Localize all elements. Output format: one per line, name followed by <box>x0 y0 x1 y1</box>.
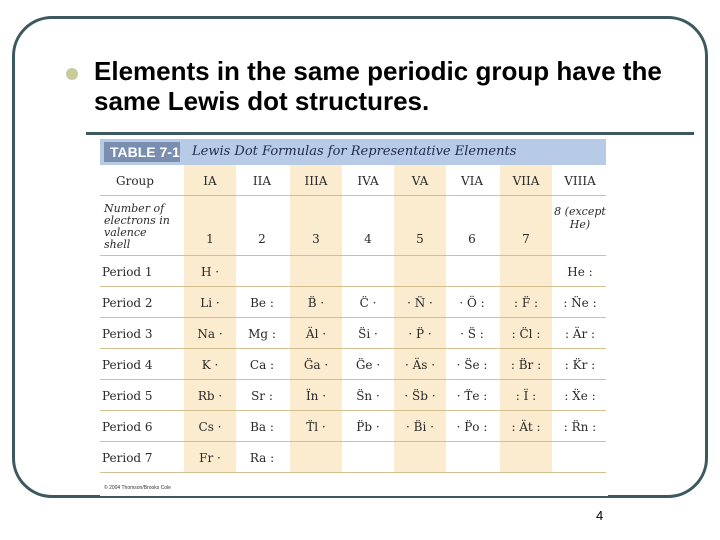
valence-count: 7 <box>522 232 530 246</box>
valence-count: 5 <box>416 232 424 246</box>
group-header-iia: IIA <box>252 174 272 188</box>
lewis-symbol-cell: · P̈o : <box>456 420 488 434</box>
table-title-bar <box>100 139 606 165</box>
lewis-symbol-cell: Sr : <box>251 389 273 403</box>
period-label: Period 4 <box>102 358 153 372</box>
row-divider <box>100 472 606 473</box>
lewis-symbol-cell: : K̈r : <box>564 358 596 372</box>
lewis-symbol-cell: Ïn · <box>305 389 327 403</box>
lewis-symbol-cell: · S̈b · <box>404 389 436 403</box>
row-divider <box>100 255 606 256</box>
lewis-symbol-cell: Be : <box>250 296 274 310</box>
row-divider <box>100 195 606 196</box>
lewis-symbol-cell: G̈a · <box>303 358 329 372</box>
table-title: Lewis Dot Formulas for Representative Elements <box>192 144 517 159</box>
lewis-symbol-cell: S̈i · <box>358 327 378 341</box>
table-tag: TABLE 7-1 <box>104 142 180 162</box>
period-label: Period 3 <box>102 327 153 341</box>
lewis-symbol-cell: · T̈e : <box>456 389 488 403</box>
valence-label: Number of electrons in valence shell <box>104 202 170 251</box>
lewis-symbol-cell: · N̈ · <box>407 296 433 310</box>
period-label: Period 5 <box>102 389 153 403</box>
lewis-symbol-cell: : Är : <box>564 327 596 341</box>
group-header-viia: VIIA <box>512 174 540 188</box>
lewis-symbol-cell: · Äs · <box>404 358 436 372</box>
valence-count: 2 <box>258 232 266 246</box>
group-header-via: VIA <box>460 174 484 188</box>
lewis-symbol-cell: Äl · <box>305 327 327 341</box>
lewis-symbol-cell: · S̈e : <box>456 358 488 372</box>
lewis-symbol-cell: : Ï : <box>515 389 537 403</box>
lewis-symbol-cell: : B̈r : <box>510 358 542 372</box>
row-divider <box>100 348 606 349</box>
valence-count: 6 <box>468 232 476 246</box>
lewis-symbol-cell: H · <box>200 265 220 279</box>
lewis-symbol-cell: Li · <box>200 296 220 310</box>
bullet-icon <box>66 68 78 80</box>
lewis-symbol-cell: Fr · <box>199 451 221 465</box>
group-header-iiia: IIIA <box>304 174 328 188</box>
lewis-symbol-cell: : N̈e : <box>563 296 597 310</box>
lewis-symbol-cell: · Ö : <box>459 296 485 310</box>
divider <box>86 132 694 135</box>
row-divider <box>100 441 606 442</box>
lewis-symbol-cell: P̈b · <box>356 420 380 434</box>
group-header-label: Group <box>116 174 154 188</box>
lewis-symbol-cell: K · <box>201 358 219 372</box>
slide-headline: Elements in the same periodic group have the same Lewis dot structures. <box>94 56 662 116</box>
lewis-symbol-cell: Ra : <box>249 451 275 465</box>
group-header-va: VA <box>411 174 429 188</box>
lewis-symbol-cell: · P̈ · <box>408 327 432 341</box>
lewis-symbol-cell: Rb · <box>197 389 223 403</box>
lewis-symbol-cell: S̈n · <box>356 389 380 403</box>
page-number: 4 <box>596 508 604 523</box>
lewis-symbol-cell: · B̈i · <box>406 420 434 434</box>
period-label: Period 7 <box>102 451 153 465</box>
row-divider <box>100 379 606 380</box>
lewis-symbol-cell: He : <box>567 265 593 279</box>
lewis-symbol-cell: : C̈l : <box>511 327 541 341</box>
copyright-text: © 2004 Thomson/Brooks Cole <box>104 485 171 491</box>
lewis-symbol-cell: Ba : <box>250 420 274 434</box>
valence-count: 1 <box>206 232 214 246</box>
group-header-ia: IA <box>203 174 217 188</box>
lewis-symbol-cell: : Ät : <box>511 420 541 434</box>
lewis-symbol-cell: : R̈n : <box>563 420 597 434</box>
period-label: Period 6 <box>102 420 153 434</box>
lewis-symbol-cell: G̈e · <box>355 358 381 372</box>
lewis-symbol-cell: T̈l · <box>306 420 326 434</box>
lewis-symbol-cell: Mg : <box>248 327 276 341</box>
lewis-symbol-cell: : Ẍe : <box>564 389 596 403</box>
row-divider <box>100 410 606 411</box>
group-header-iva: IVA <box>357 174 379 188</box>
valence-count: 4 <box>364 232 372 246</box>
row-divider <box>100 317 606 318</box>
lewis-symbol-cell: : F̈ : <box>513 296 539 310</box>
valence-count: 3 <box>312 232 320 246</box>
lewis-symbol-cell: B̈ · <box>307 296 325 310</box>
row-divider <box>100 286 606 287</box>
period-label: Period 1 <box>102 265 153 279</box>
lewis-symbol-cell: Cs · <box>198 420 222 434</box>
lewis-symbol-cell: Ca : <box>249 358 275 372</box>
lewis-dot-table <box>100 139 608 496</box>
lewis-symbol-cell: · S̈ : <box>460 327 484 341</box>
period-label: Period 2 <box>102 296 153 310</box>
lewis-symbol-cell: C̈ · <box>359 296 377 310</box>
valence-count-viiia: 8 (except He) <box>554 205 606 231</box>
group-header-viiia: VIIIA <box>564 174 596 188</box>
lewis-symbol-cell: Na · <box>197 327 223 341</box>
